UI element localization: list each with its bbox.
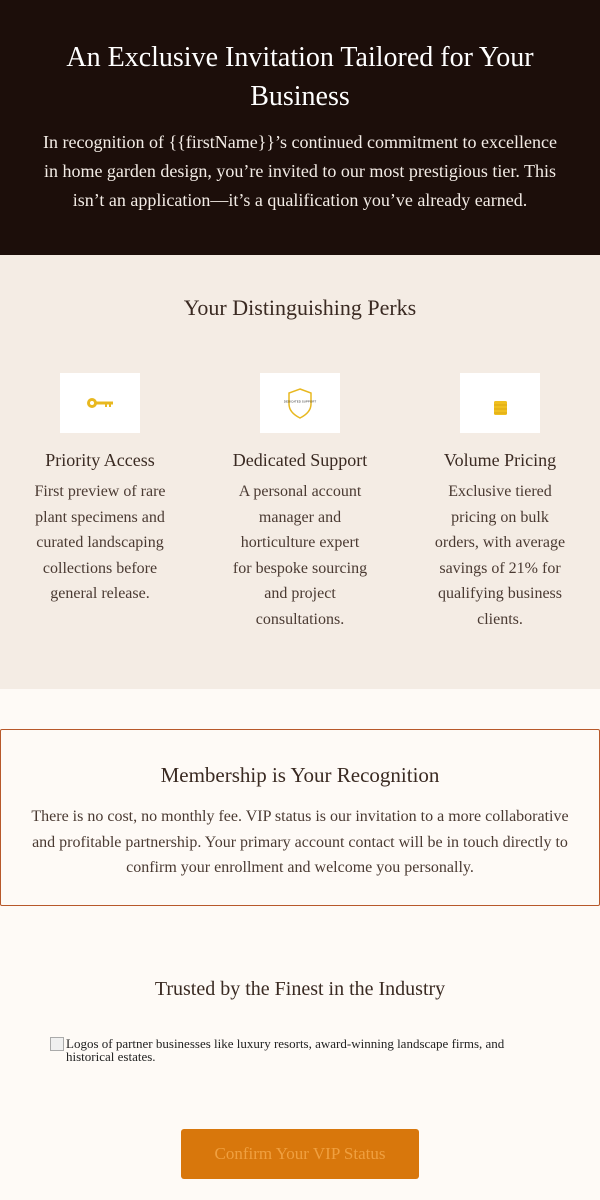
confirm-vip-button[interactable]: Confirm Your VIP Status: [181, 1129, 419, 1179]
perks-section: [0, 255, 600, 689]
membership-body: There is no cost, no monthly fee. VIP status is our invitation to a more collaborative and profitable partnership. Your primary account contact will be in touch directly to confirm your enrollment and welcome you personally.: [31, 808, 569, 877]
trusted-heading: Trusted by the Finest in the Industry: [154, 978, 446, 1000]
perk-text: Exclusive tiered pricing on bulk orders, with average savings of 21% for qualifying business clients.: [434, 483, 566, 628]
perk-volume-pricing: [430, 373, 570, 633]
shield-badge-text: DEDICATED SUPPORT: [283, 399, 317, 404]
hero-body: In recognition of {{firstName}}’s continued commitment to excellence in home garden design, you’re invited to our most prestigious tier. This isn’t an application—it’s a qualification you’ve already earned.: [43, 132, 557, 210]
perk-title: Dedicated Support: [232, 450, 368, 470]
perk-priority-access: [30, 373, 170, 607]
partner-logos-image: [50, 1037, 520, 1063]
broken-image-icon: [50, 1037, 64, 1051]
perk-icon-box: [260, 373, 340, 433]
key-icon: [60, 373, 140, 433]
perks-heading: Your Distinguishing Perks: [183, 295, 417, 320]
shield-icon: [260, 373, 340, 433]
perk-text: First preview of rare plant specimens and curated landscaping collections before general release.: [34, 483, 166, 603]
perk-title: Priority Access: [45, 450, 155, 470]
membership-heading: Membership is Your Recognition: [160, 763, 440, 787]
perk-icon-box: [460, 373, 540, 433]
membership-box: [0, 729, 600, 906]
coin-stack-icon: [460, 373, 540, 433]
perk-title: Volume Pricing: [443, 450, 557, 470]
hero-title: An Exclusive Invitation Tailored for Your Business: [66, 42, 534, 112]
perk-icon-box: [60, 373, 140, 433]
hero-banner: [0, 0, 600, 255]
perk-text: A personal account manager and horticulture expert for bespoke sourcing and project consultations.: [232, 483, 368, 628]
partner-logos-alt-text: Logos of partner businesses like luxury resorts, award-winning landscape firms, and historical estates.: [66, 1036, 505, 1064]
perk-dedicated-support: [230, 373, 370, 633]
